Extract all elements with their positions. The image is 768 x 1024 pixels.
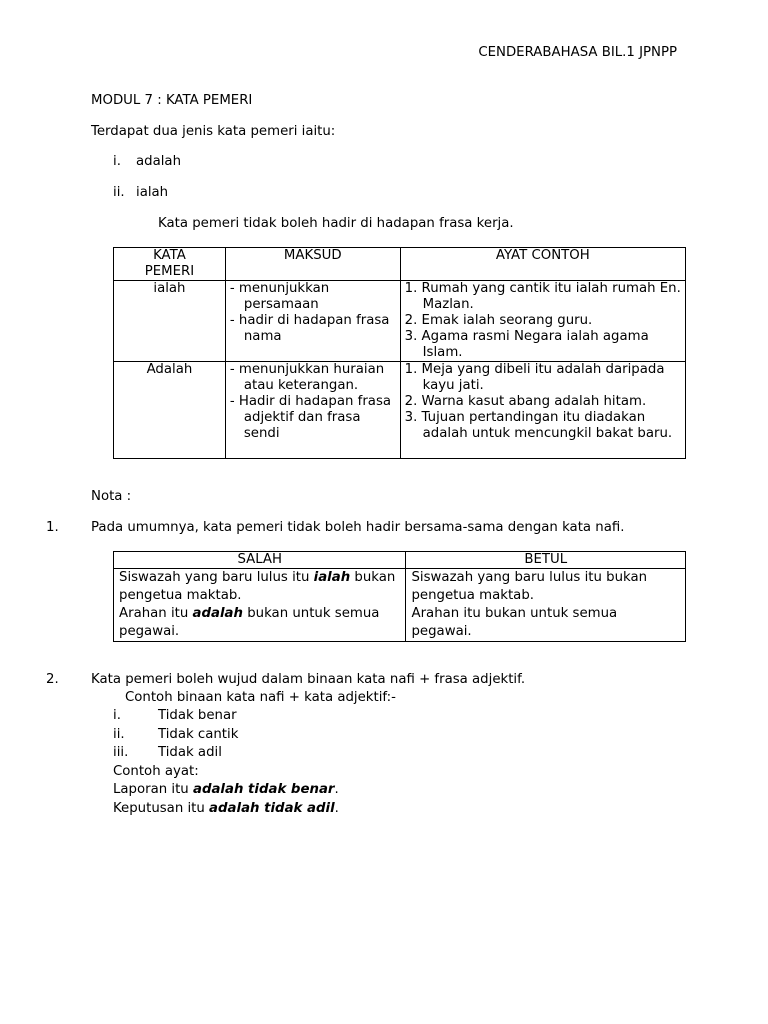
rule-text: Kata pemeri tidak boleh hadir di hadapan frasa kerja. [158,216,514,231]
betul-sentence: Siswazah yang baru lulus itu bukan pengetua maktab. [411,570,648,603]
adjective-item: i. Tidak benar [113,708,237,723]
type-text: adalah [136,154,182,169]
betul-sentence: Arahan itu bukan untuk semua pegawai. [411,606,618,639]
word-cell: Adalah [114,362,226,459]
type-marker: i. [113,154,121,169]
examples-cell [400,281,685,362]
point-number: 1. [46,520,59,535]
example-item: 3. Tujuan pertandingan itu diadakan adalah untuk mencungkil bakat baru. [404,410,673,441]
example-label: Contoh ayat: [113,764,199,779]
type-item [113,154,181,170]
page-header: CENDERABAHASA BIL.1 JPNPP [478,45,677,60]
example-sentence: Keputusan itu adalah tidak adil. [113,801,339,816]
meaning-item: - menunjukkan huraian atau keterangan. [229,362,385,393]
salah-sentence: Arahan itu adalah bukan untuk semua pegawai. [119,606,380,639]
point-text: Kata pemeri boleh wujud dalam binaan kata nafi + frasa adjektif. [91,672,526,687]
header-kata-pemeri: KATA PEMERI [114,248,226,281]
header-salah: SALAH [114,552,406,569]
point-number: 2. [46,672,59,687]
header-maksud: MAKSUD [225,248,400,281]
salah-sentence: Siswazah yang baru lulus itu ialah bukan pengetua maktab. [119,570,396,603]
examples-cell [400,362,685,459]
meaning-item: - Hadir di hadapan frasa adjektif dan frasa sendi [229,394,392,441]
example-item: 1. Meja yang dibeli itu adalah daripada kayu jati. [404,362,665,393]
adjective-item: ii. Tidak cantik [113,727,239,742]
sub-heading: Contoh binaan kata nafi + kata adjektif:- [125,690,396,705]
point-text: Pada umumnya, kata pemeri tidak boleh hadir bersama-sama dengan kata nafi. [91,520,625,535]
example-item: 2. Warna kasut abang adalah hitam. [404,394,647,409]
example-item: 2. Emak ialah seorang guru. [404,313,593,328]
nota-label: Nota : [91,489,132,504]
example-sentence: Laporan itu adalah tidak benar. [113,782,339,797]
betul-cell [406,569,686,642]
header-ayat-contoh: AYAT CONTOH [400,248,685,281]
example-item: 1. Rumah yang cantik itu ialah rumah En. Mazlan. [404,281,681,312]
intro-text: Terdapat dua jenis kata pemeri iaitu: [91,124,336,139]
type-text: ialah [136,185,169,200]
meaning-item: - hadir di hadapan frasa nama [229,313,390,344]
meaning-cell [225,362,400,459]
type-marker: ii. [113,185,125,200]
salah-cell [114,569,406,642]
adjective-item: iii. Tidak adil [113,745,222,760]
salah-betul-table [113,551,686,642]
meaning-item: - menunjukkan persamaan [229,281,330,312]
meaning-cell [225,281,400,362]
kata-pemeri-table [113,247,686,459]
header-betul: BETUL [406,552,686,569]
module-title: MODUL 7 : KATA PEMERI [91,93,253,108]
type-item [113,185,168,201]
word-cell: ialah [114,281,226,362]
example-item: 3. Agama rasmi Negara ialah agama Islam. [404,329,649,360]
